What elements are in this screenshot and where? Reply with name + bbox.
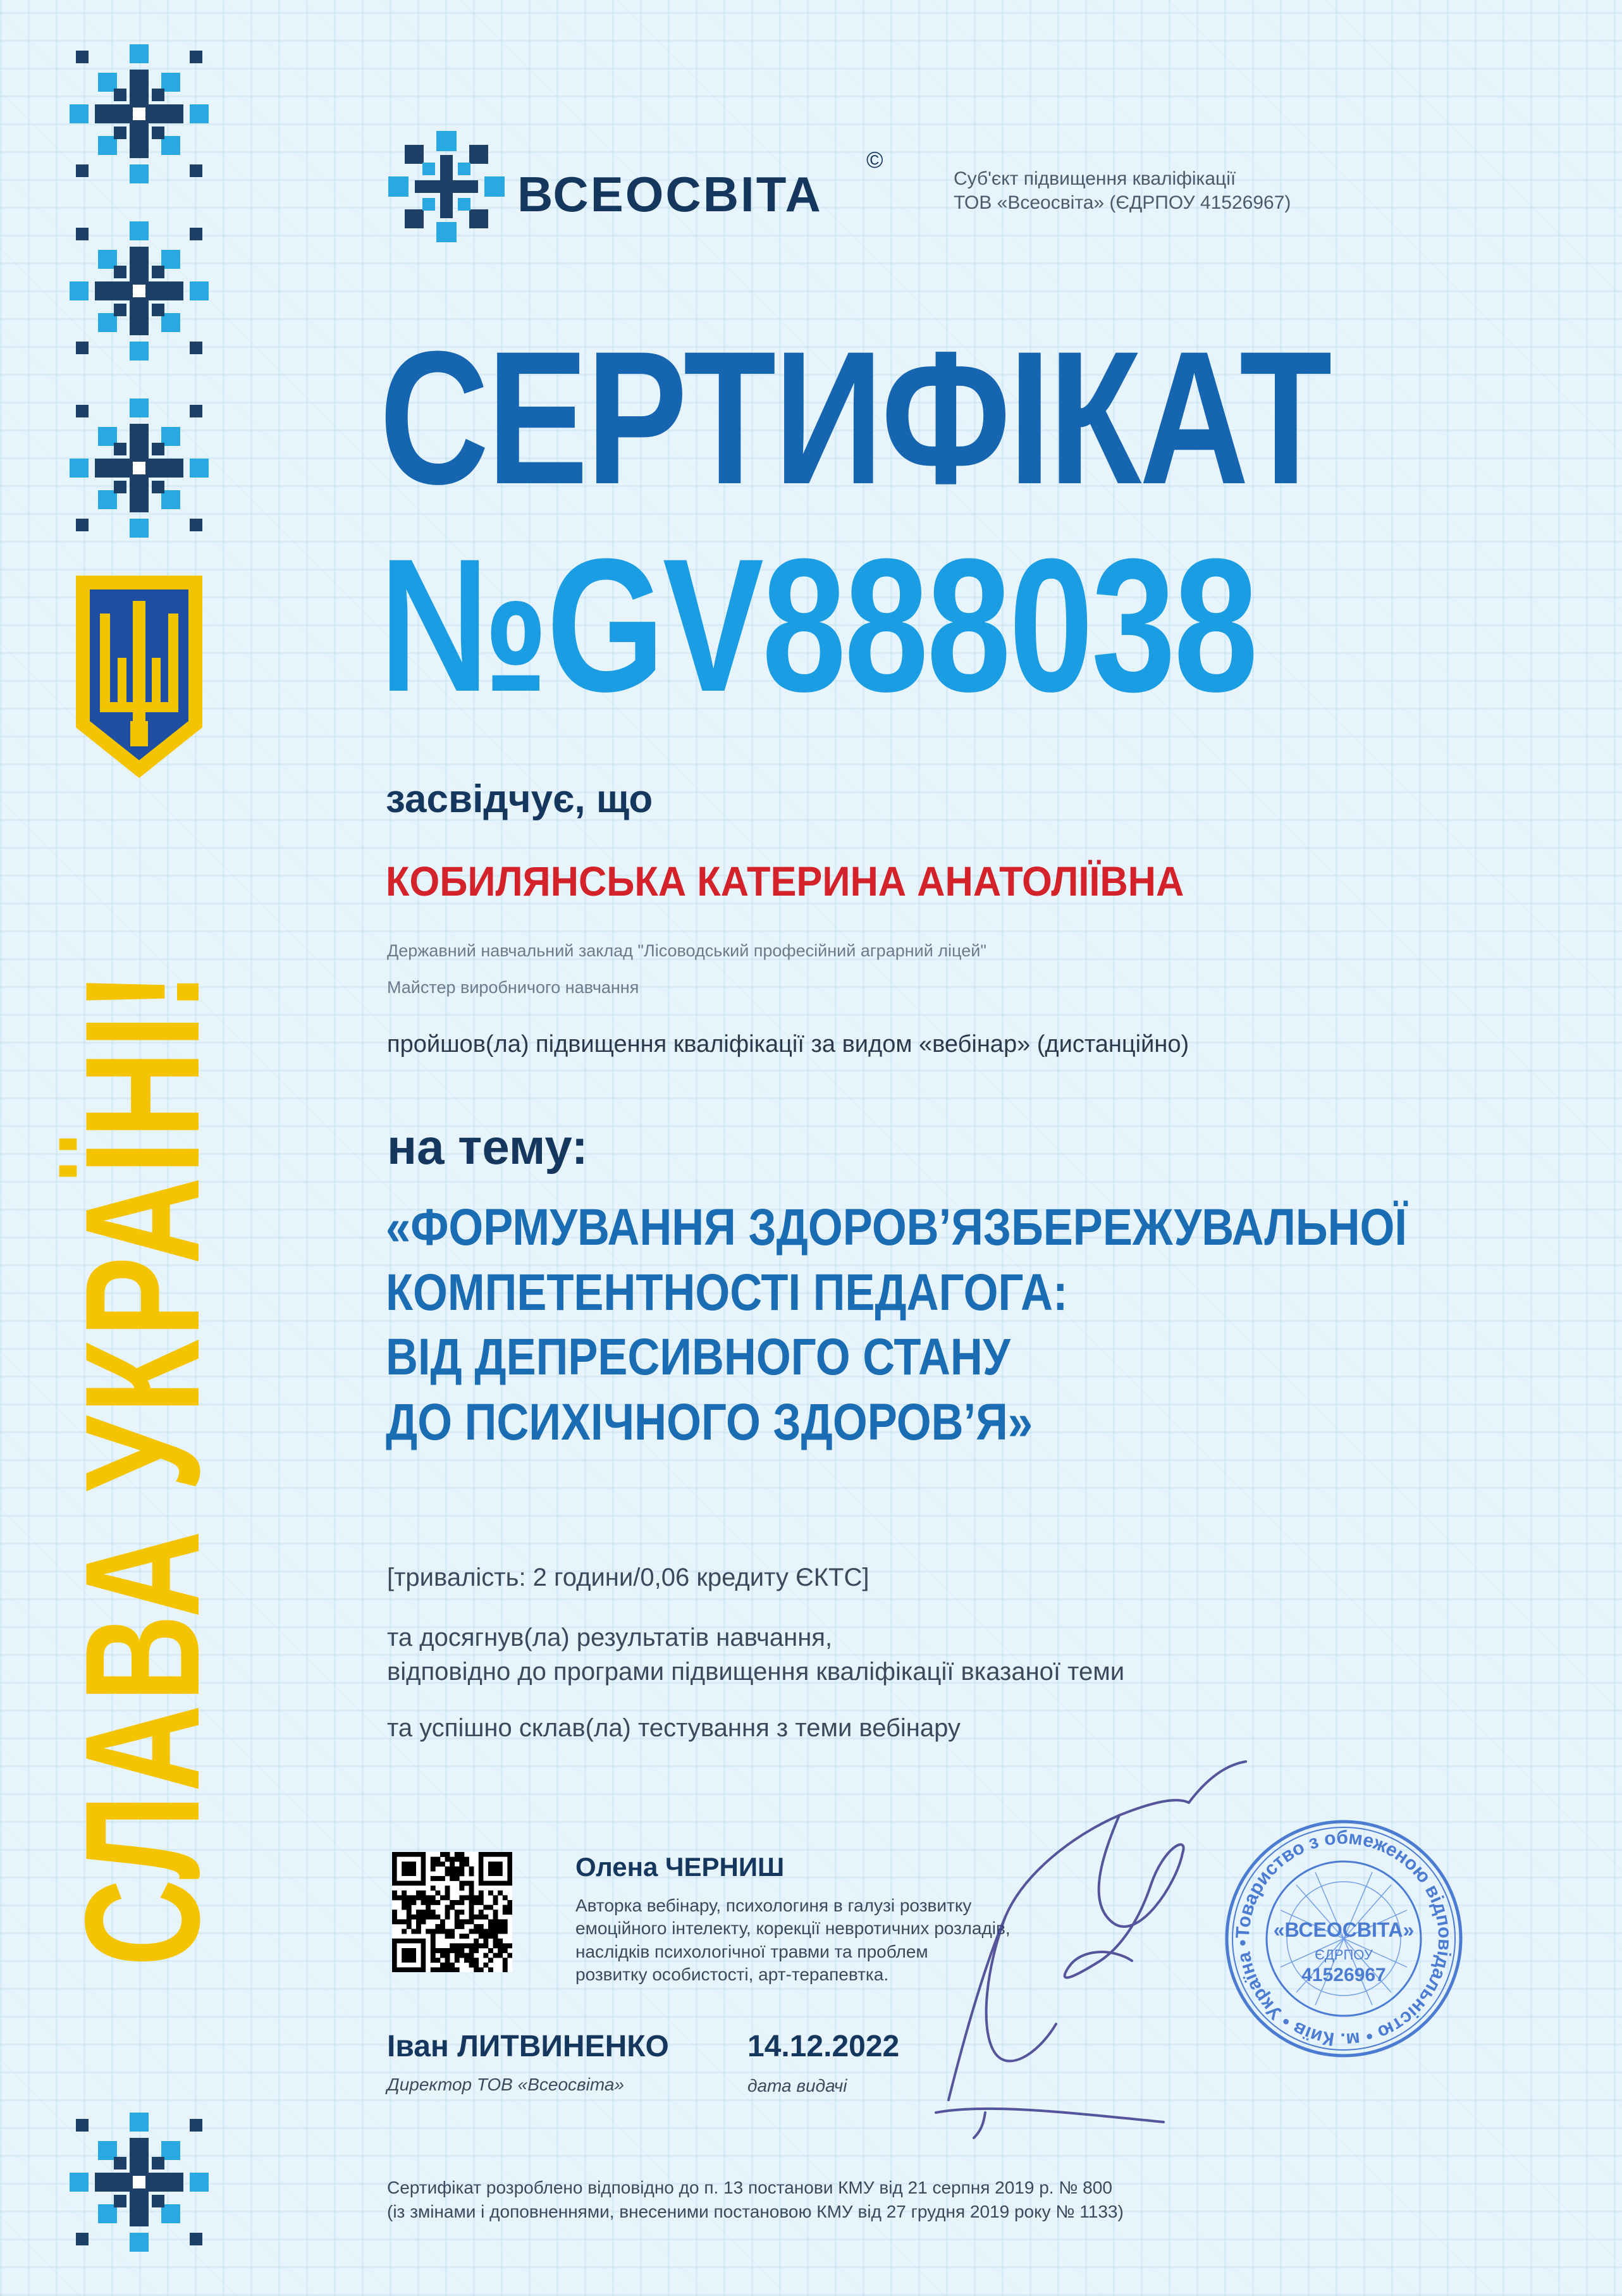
results-text <box>387 1620 1124 1689</box>
signature <box>911 1758 1290 2151</box>
completion-text: пройшов(ла) підвищення кваліфікації за видом «вебінар» (дистанційно) <box>387 1031 1189 1058</box>
issuer-line: ТОВ «Всеосвіта» (ЄДРПОУ 41526967) <box>954 192 1291 213</box>
issue-date-label: дата видачі <box>747 2076 847 2095</box>
results-line: відповідно до програми підвищення кваліфікації вказаної теми <box>387 1658 1125 1686</box>
handwritten-signature-icon <box>911 1758 1290 2151</box>
stamp-edrpou-number: 41526967 <box>1301 1965 1386 1985</box>
testing-text: та успішно склав(ла) тестування з теми вебінару <box>387 1714 961 1742</box>
footer-line: (із змінами і доповненнями, внесеними постановою КМУ від 27 грудня 2019 року № 1133) <box>387 2201 1124 2221</box>
director-name: Іван ЛИТВИНЕНКО <box>387 2030 669 2063</box>
certificate-title: СЕРТИФІКАТ <box>379 311 1330 524</box>
issuer-info <box>954 167 1291 215</box>
qr-code-icon <box>392 1852 512 1972</box>
topic-line: ДО ПСИХІЧНОГО ЗДОРОВ’Я» <box>386 1393 1033 1451</box>
issuer-line: Суб'єкт підвищення кваліфікації <box>954 168 1236 189</box>
slogan-label: СЛАВА УКРАЇНІ! <box>51 968 233 1966</box>
duration-text: [тривалість: 2 години/0,06 кредиту ЄКТС] <box>387 1564 869 1591</box>
topic-title <box>386 1195 1407 1455</box>
snowflake-logo-icon <box>383 130 510 244</box>
recipient-name: КОБИЛЯНСЬКА КАТЕРИНА АНАТОЛІЇВНА <box>386 858 1184 904</box>
author-description-line: емоційного інтелекту, корекції невротичних розладів, <box>575 1918 1011 1939</box>
footer-line: Сертифікат розроблено відповідно до п. 13 постанови КМУ від 21 серпня 2019 р. № 800 <box>387 2178 1112 2197</box>
topic-line: ВІД ДЕПРЕСИВНОГО СТАНУ <box>386 1328 1011 1386</box>
author-description-line: наслідків психологічної травми та проблем <box>575 1941 928 1961</box>
author-description-line: розвитку особистості, арт-терапевтка. <box>575 1965 889 1985</box>
author-name: Олена ЧЕРНИШ <box>575 1852 785 1882</box>
brand-name: ВСЕОСВІТА <box>517 166 823 222</box>
recipient-position: Майстер виробничого навчання <box>387 978 639 997</box>
qr-code[interactable] <box>392 1852 512 1972</box>
slogan-text <box>47 778 237 2157</box>
legal-footer <box>387 2176 1124 2224</box>
topic-line: «ФОРМУВАННЯ ЗДОРОВ’ЯЗБЕРЕЖУВАЛЬНОЇ <box>386 1199 1407 1256</box>
logo <box>383 130 510 244</box>
certifies-text: засвідчує, що <box>386 777 653 821</box>
topic-label: на тему: <box>387 1119 588 1175</box>
certificate-number: №GV888038 <box>379 519 1256 731</box>
author-description-line: Авторка вебінару, психологиня в галузі розвитку <box>575 1896 972 1915</box>
trident-coat-of-arms-icon <box>76 576 202 778</box>
director-title: Директор ТОВ «Всеосвіта» <box>387 2075 625 2094</box>
stamp-center-text: «ВСЕОСВІТА» <box>1273 1918 1415 1941</box>
issue-date: 14.12.2022 <box>747 2030 900 2063</box>
topic-line: КОМПЕТЕНТНОСТІ ПЕДАГОГА: <box>386 1263 1068 1321</box>
stamp-edrpou-label: ЄДРПОУ <box>1315 1947 1373 1963</box>
stamp-ring-text: Товариство з обмеженою відповідальністю • м. Київ • Україна • <box>1232 1827 1456 2051</box>
brand-copyright: © <box>866 147 883 173</box>
results-line: та досягнув(ла) результатів навчання, <box>387 1624 833 1651</box>
recipient-organization: Державний навчальний заклад "Лісоводський професійний аграрний ліцей" <box>387 941 986 960</box>
